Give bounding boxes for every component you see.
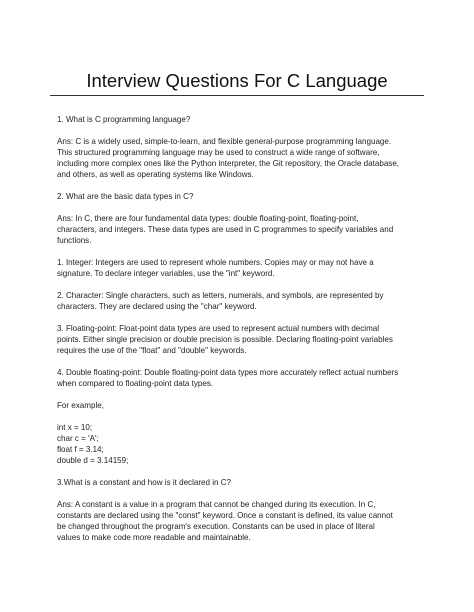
- example-intro-text: For example,: [57, 401, 104, 410]
- answer-1-line: Ans: C is a widely used, simple-to-learn, and flexible general-purpose programming language.: [57, 137, 392, 146]
- answer-3-line: values to make code more readable and maintainable.: [57, 533, 251, 542]
- document-body: [57, 114, 429, 543]
- answer-1-line: and others, as well as operating systems like Windows.: [57, 170, 254, 179]
- question-3-text: 3.What is a constant and how is it declared in C?: [57, 478, 231, 487]
- answer-2: [57, 213, 429, 246]
- answer-2-line: Ans: In C, there are four fundamental data types: double floating-point, floating-point,: [57, 214, 359, 223]
- integer-description: [57, 257, 429, 279]
- question-2: [57, 191, 429, 202]
- double-line: when compared to floating-point data types.: [57, 379, 214, 388]
- answer-3-line: Ans: A constant is a value in a program that cannot be changed during its execution. In C,: [57, 500, 376, 509]
- floating-point-line: points. Either single precision or double precision is possible. Declaring floating-point variables: [57, 335, 393, 344]
- code-line: float f = 3.14;: [57, 445, 104, 454]
- character-line: characters. They are declared using the "char" keyword.: [57, 302, 257, 311]
- answer-1: [57, 136, 429, 180]
- floating-point-description: [57, 323, 429, 356]
- answer-3: [57, 499, 429, 543]
- answer-2-line: characters, and integers. These data types are used in C programmes to specify variables and: [57, 225, 394, 234]
- answer-3-line: be changed throughout the program's execution. Constants can be used in place of literal: [57, 522, 375, 531]
- question-1: [57, 114, 429, 125]
- double-description: [57, 367, 429, 389]
- integer-line: 1. Integer: Integers are used to represent whole numbers. Copies may or may not have a: [57, 258, 374, 267]
- character-description: [57, 290, 429, 312]
- answer-3-line: constants are declared using the "const" keyword. Once a constant is defined, its value cannot: [57, 511, 393, 520]
- double-line: 4. Double floating-point: Double floating-point data types more accurately reflect actual numbers: [57, 368, 399, 377]
- question-3: [57, 477, 429, 488]
- title-underline: [50, 95, 424, 96]
- question-1-text: 1. What is C programming language?: [57, 115, 191, 124]
- answer-1-line: This structured programming language may be used to construct a wide range of software,: [57, 148, 380, 157]
- code-example: [57, 422, 429, 466]
- code-line: char c = 'A';: [57, 434, 99, 443]
- example-intro: [57, 400, 429, 411]
- floating-point-line: 3. Floating-point: Float-point data types are used to represent actual numbers with decimal: [57, 324, 380, 333]
- document-title: Interview Questions For C Language: [86, 70, 388, 91]
- integer-line: signature. To declare integer variables, use the "int" keyword.: [57, 269, 275, 278]
- answer-2-line: functions.: [57, 236, 92, 245]
- code-line: int x = 10;: [57, 423, 93, 432]
- character-line: 2. Character: Single characters, such as letters, numerals, and symbols, are represented by: [57, 291, 384, 300]
- answer-1-line: including more complex ones like the Python interpreter, the Git repository, the Oracle database,: [57, 159, 400, 168]
- floating-point-line: requires the use of the "float" and "double" keywords.: [57, 346, 247, 355]
- code-line: double d = 3.14159;: [57, 456, 129, 465]
- question-2-text: 2. What are the basic data types in C?: [57, 192, 194, 201]
